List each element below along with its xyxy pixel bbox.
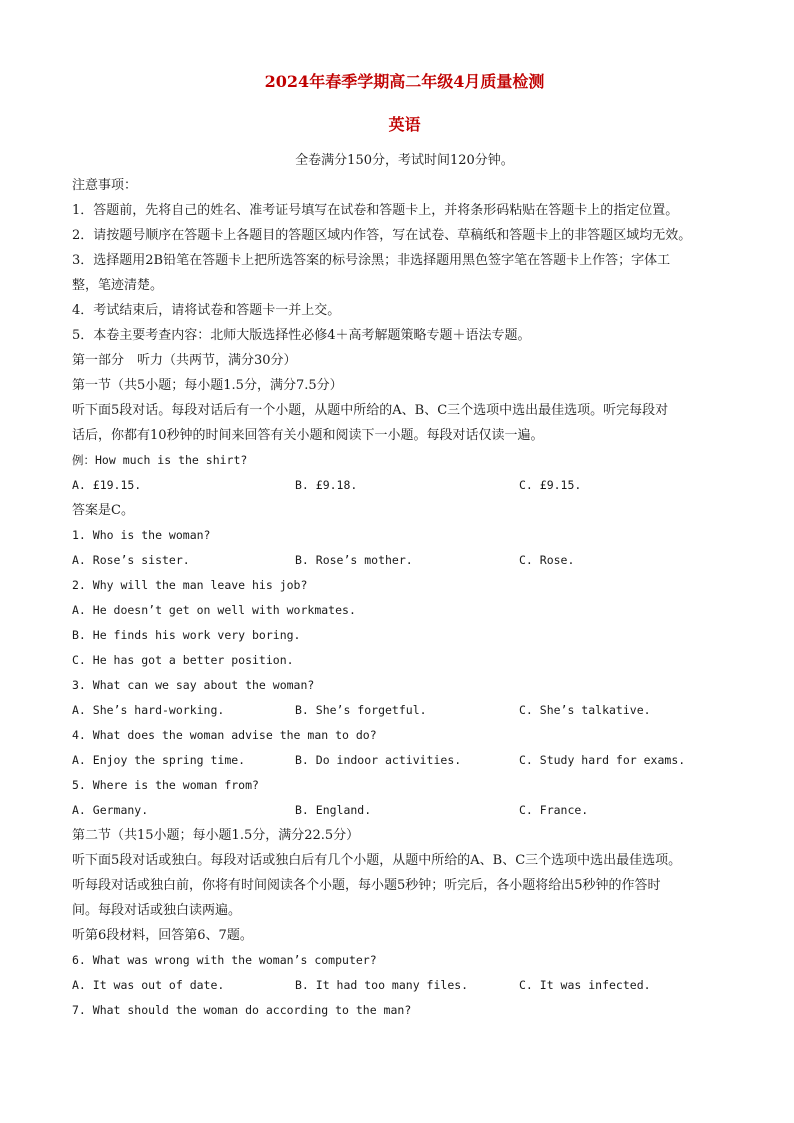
example-answer: 答案是C。 (72, 503, 134, 518)
option-a: A. Rose’s sister. (72, 553, 190, 567)
question-6-options (72, 973, 737, 998)
option-c: C. France. (519, 803, 589, 817)
option-c: C. Rose. (519, 553, 575, 567)
part1-heading: 第一部分 听力（共两节，满分30分） (72, 353, 297, 368)
question-1-options (72, 548, 737, 573)
exam-info: 全卷满分150分，考试时间120分钟。 (295, 153, 514, 168)
option-b: B. It had too many files. (295, 978, 469, 992)
note-item: 整，笔迹清楚。 (72, 278, 164, 293)
section2-instruction: 间。每段对话或独白读两遍。 (72, 903, 242, 918)
section2-heading: 第二节（共15小题；每小题1.5分，满分22.5分） (72, 828, 360, 843)
option-a: A. He doesn’t get on well with workmates. (72, 603, 356, 617)
option-c: C. He has got a better position. (72, 653, 294, 667)
example-question: 例：How much is the shirt? (72, 453, 248, 467)
option-a: A. She’s hard-working. (72, 703, 225, 717)
section1-heading: 第一节（共5小题；每小题1.5分，满分7.5分） (72, 378, 343, 393)
option-b: B. England. (295, 803, 372, 817)
option-c: C. She’s talkative. (519, 703, 651, 717)
note-item: 4．考试结束后，请将试卷和答题卡一并上交。 (72, 303, 341, 318)
question-4: 4. What does the woman advise the man to do? (72, 728, 377, 742)
option-b: B. Rose’s mother. (295, 553, 413, 567)
question-3-options (72, 698, 737, 723)
section1-instruction: 话后，你都有10秒钟的时间来回答有关小题和阅读下一小题。每段对话仅读一遍。 (72, 428, 544, 443)
note-item: 2．请按题号顺序在答题卡上各题目的答题区域内作答，写在试卷、草稿纸和答题卡上的非答题区域均无效。 (72, 228, 692, 243)
question-3: 3. What can we say about the woman? (72, 678, 315, 692)
notes-heading: 注意事项： (72, 178, 138, 193)
note-item: 3．选择题用2B铅笔在答题卡上把所选答案的标号涂黑；非选择题用黑色签字笔在答题卡上作答；字体工 (72, 253, 671, 268)
option-c: C. It was infected. (519, 978, 651, 992)
option-b: B. Do indoor activities. (295, 753, 462, 767)
question-2: 2. Why will the man leave his job? (72, 578, 308, 592)
question-4-options (72, 748, 737, 773)
note-item: 1．答题前，先将自己的姓名、准考证号填写在试卷和答题卡上，并将条形码粘贴在答题卡上的指定位置。 (72, 203, 679, 218)
option-c: C. Study hard for exams. (519, 753, 686, 767)
example-options (72, 473, 737, 498)
option-a: A. Enjoy the spring time. (72, 753, 246, 767)
question-5: 5. Where is the woman from? (72, 778, 259, 792)
question-5-options (72, 798, 737, 823)
section2-instruction: 听每段对话或独白前，你将有时间阅读各个小题，每小题5秒钟；听完后，各小题将给出5秒钟的作答时 (72, 878, 661, 893)
option-a: A. It was out of date. (72, 978, 225, 992)
material-note: 听第6段材料，回答第6、7题。 (72, 928, 253, 943)
option-c: C. £9.15. (519, 478, 582, 492)
note-item: 5．本卷主要考查内容：北师大版选择性必修4＋高考解题策略专题＋语法专题。 (72, 328, 531, 343)
subject-title: 英语 (388, 115, 421, 134)
question-7: 7. What should the woman do according to the man? (72, 1003, 412, 1017)
section2-instruction: 听下面5段对话或独白。每段对话或独白后有几个小题，从题中所给的A、B、C三个选项中选出最佳选项。 (72, 853, 682, 868)
option-b: B. £9.18. (295, 478, 358, 492)
exam-page (72, 70, 737, 1023)
question-6: 6. What was wrong with the woman’s computer? (72, 953, 377, 967)
section1-instruction: 听下面5段对话。每段对话后有一个小题，从题中所给的A、B、C三个选项中选出最佳选项。听完每段对 (72, 403, 669, 418)
option-a: A. Germany. (72, 803, 149, 817)
option-a: A. £19.15. (72, 478, 142, 492)
question-1: 1. Who is the woman? (72, 528, 211, 542)
option-b: B. She’s forgetful. (295, 703, 427, 717)
exam-title: 2024年春季学期高二年级4月质量检测 (264, 72, 545, 91)
option-b: B. He finds his work very boring. (72, 628, 301, 642)
